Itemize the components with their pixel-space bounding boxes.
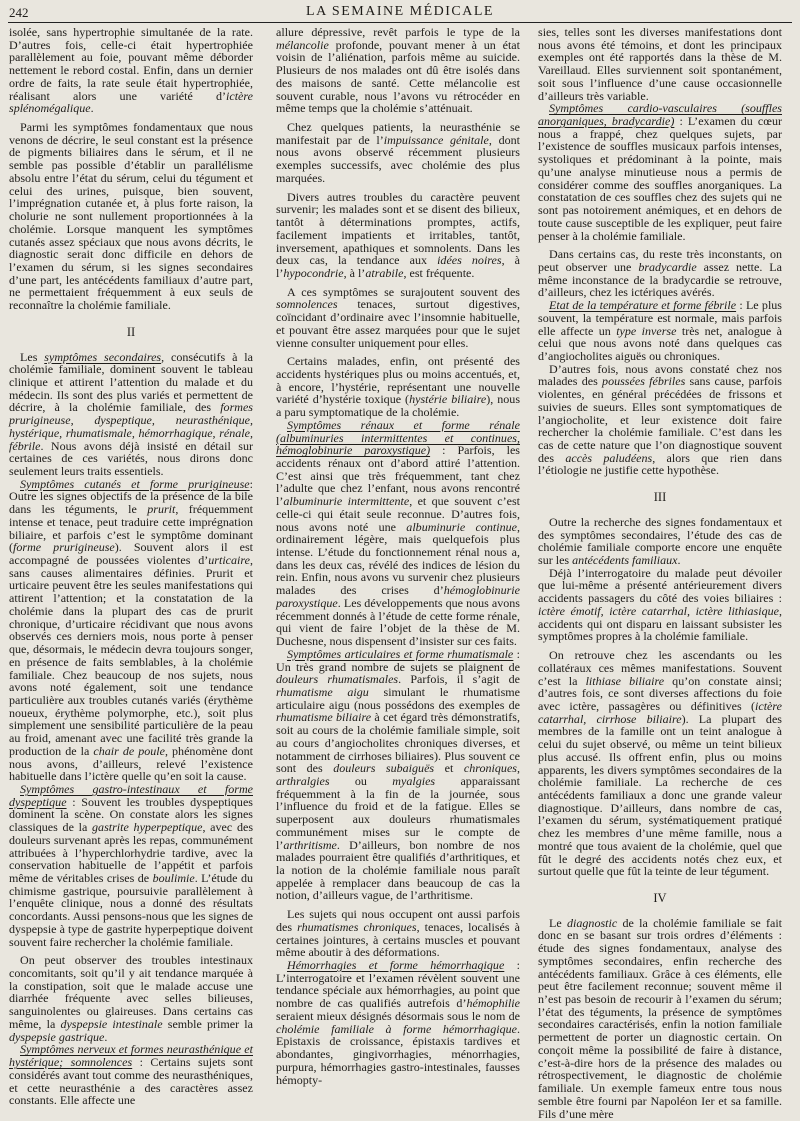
- paragraph: Symptômes nerveux et formes neurasthénique et hystérique; somnolences : Certains sujets sont considérés avant tout comme des neurasthéniques, et cette neurasthénie a des caractères assez constants. Elle affecte une: [9, 1042, 253, 1108]
- paragraph: Les sujets qui nous occupent ont aussi parfois des rhumatismes chroniques, tenaces, localisés à certaines jointures, à certains muscles et pouvant même aboutir à des déformations.: [276, 907, 520, 960]
- paragraph: A ces symptômes se surajoutent souvent des somnolences tenaces, surtout digestives, coïncidant d’ordinaire avec l’insomnie habituelle, et pouvant être assez marquées pour que le sujet vienne consulter uniquement pour elles.: [276, 284, 520, 350]
- section-heading-ii: II: [126, 324, 136, 339]
- paragraph: Dans certains cas, du reste très inconstants, on peut observer une bradycardie assez nette. La même inconstance de la bradycardie se retrouve, d’ailleurs, chez les ictériques avérés.: [538, 247, 782, 300]
- paragraph: Hémorrhagies et forme hémorrhagique : L’interrogatoire et l’examen révèlent souvent une tendance spéciale aux hémorrhagies, au point que nombre de cas qualifiés autrefois d’hémophilie seraient mieux désignés désormais sous le nom de cholémie familiale à forme hémorrhagique. Epistaxis de croissance, épistaxis tardives et abondantes, gingivorrhagies, ménorrhagies, purpura, hémorrhagies gastro-intestinales, fausses hémopty-: [276, 958, 521, 1087]
- paragraph: Etat de la température et forme fébrile : Le plus souvent, la température est normale, mais parfois elle affecte un type inverse très net, analogue à celui que nous avons noté dans quelques cas d’angiocholites aiguës ou chroniques.: [538, 298, 783, 363]
- page-header: [0, 0, 800, 24]
- paragraph: Outre la recherche des signes fondamentaux et des symptômes secondaires, l’étude des cas de cholémie familiale comporte encore une enquête sur les antécédents familiaux.: [538, 514, 782, 568]
- paragraph: Déjà l’interrogatoire du malade peut dévoiler que lui-même a présenté antérieurement divers accidents passagers du côté des voies biliaires : ictère émotif, ictère catarrhal, ictère lithiasique, accidents qui ont disparu en laissant subsister les symptômes propres à la cholémie familiale.: [538, 565, 782, 644]
- paragraph: Symptômes gastro-intestinaux et forme dyspeptique : Souvent les troubles dyspeptiques dominent la scène. On constate alors les signes classiques de la gastrite hyperpeptique, avec des douleurs survenant après les repas, communément attribuées à l’hyperchlorhydrie tardive, avec la conservation habituelle de l’appétit et parfois même de véritables crises de boulimie. L’étude du chimisme gastrique, poursuivie parallèlement à l’enquête clinique, nous a donné des résultats concordants. Aussi pensons-nous que les signes de dyspepsie à type de gastrite hyperpeptique doivent souvent faire rechercher la cholémie familiale.: [9, 781, 254, 949]
- column-middle: [276, 25, 521, 1087]
- section-heading-iii: III: [653, 490, 667, 505]
- section-heading-iv: IV: [653, 891, 667, 905]
- paragraph: Les symptômes secondaires, consécutifs à la cholémie familiale, dominent souvent le tableau clinique et attirent l’attention du malade et du médecin. Ils sont des plus variés et permettent de décrire, à la cholémie familiale, des formes prurigineuse, dyspeptique, neurasthénique, hystérique, rhumatismale, hémorrhagique, rénale, fébrile. Nous avons déjà insisté en détail sur certaines de ces variétés, nous dirons donc seulement leurs traits essentiels.: [9, 349, 254, 478]
- paragraph: Symptômes cardio-vasculaires (souffles anorganiques, bradycardie) : L’examen du cœur nous a frappé, chez quelques sujets, par l’existence de souffles musicaux parfois intenses, systoliques et prédominant à la pointe, mais qu’une analyse minutieuse nous a permis de considérer comme des souffles anorganiques. La constatation de ces souffles chez des sujets qui ne sont pas notoirement anémiques, et en dehors de toute cause susceptible de les expliquer, peut faire penser à la cholémie familiale.: [538, 101, 782, 243]
- page-number: 242: [9, 5, 29, 20]
- column-left: [9, 25, 254, 1108]
- paragraph: isolée, sans hypertrophie simultanée de la rate. D’autres fois, celle-ci était hypertrophiée parallèlement au foie, pouvant même déborder nettement le rebord costal. Enfin, dans un dernier ordre de faits, la rate seule était hypertrophiée, réalisant alors une variété d’ictère splénomégalique.: [9, 25, 253, 116]
- paragraph: Parmi les symptômes fondamentaux que nous venons de décrire, le seul constant est la présence de pigments biliaires dans le sérum, et il ne semble pas possible d’établir un parallélisme absolu entre l’état du sérum, celui du tégument et celui des urines, puisque, bien souvent, l’imprégnation cutanée et, à plus forte raison, la cholurie ne sont nullement proportionnées à la cholémie. Lorsque manquent les symptômes cutanés assez spéciaux que nous avons décrits, le diagnostic serait donc difficile en dehors de l’examen du sérum, si les signes secondaires d’une part, les antécédents familiaux d’autre part, ne permettaient fréquemment à eux seuls de reconnaître la cholémie familiale.: [9, 120, 253, 313]
- journal-title: LA SEMAINE MÉDICALE: [306, 4, 494, 19]
- paragraph: Symptômes rénaux et forme rénale (albuminuries intermittentes et continues, hémoglobinurie paroxystique) : Parfois, les accidents rénaux ont d’abord attiré l’attention. C’est ainsi que très fréquemment, tant chez l’adulte que chez l’enfant, nous avons rencontré l’albuminurie intermittente, et que souvent c’est celle-ci qui était seule reconnue. D’autres fois, nous avons noté une albuminurie continue, ordinairement légère, mais quelquefois plus intense. L’étude du fonctionnement rénal nous a, dans les deux cas, révélé des indices de lésion du rein. Enfin, nous avons vu survenir chez plusieurs malades des crises d’hémoglobinurie paroxystique. Les développements que nous avons récemment donnés à l’étude de cette forme rénale, qui vient de faire l’objet de la thèse de M. Duchesne, nous dispensent d’insister sur ces faits.: [276, 417, 521, 649]
- paragraph: Le diagnostic de la cholémie familiale se fait donc en se basant sur trois ordres d’éléments : étude des signes fondamentaux, analyse des symptômes secondaires, enfin recherche des antécédents familiaux. Grâce à ces éléments, elle peut être facilement reconnue; souvent même il n’est pas besoin de recourir à l’examen du sérum; l’état des téguments, la présence de symptômes secondaires caractérisés, enfin la notion familiale permettent de porter un diagnostic certain. On conçoit même la possibilité de faire à distance, c’est-à-dire hors de la présence des malades ou rétrospectivement, le diagnostic de cholémie familiale. Un exemple fameux entre tous nous semble être fourni par Napoléon Ier et sa famille. Fils d’une mère: [538, 915, 783, 1121]
- paragraph: D’autres fois, nous avons constaté chez nos malades des poussées fébriles sans cause, parfois violentes, en général précédées de frissons et suivies de sueurs. Elles sont symptomatiques de l’angiocholite, et leur existence doit faire rechercher la cholémie familiale. C’est dans les cas de cette nature que l’on diagnostique souvent des accès paludéens, alors que rien dans l’étiologie ne justifie cette hypothèse.: [538, 361, 782, 478]
- paragraph: sies, telles sont les diverses manifestations dont nous avons été témoins, et dont les principaux exemples ont été rapportés dans la thèse de M. Vareillaud. Elles surviennent soit spontanément, soit sous l’influence d’une cause occasionnelle d’ailleurs très variable.: [538, 25, 782, 103]
- paragraph: On peut observer des troubles intestinaux concomitants, soit qu’il y ait tendance marquée à la constipation, soit que le malade accuse une diarrhée fréquente avec selles bilieuses, sanguinolentes ou glaireuses. Dans certains cas même, la dyspepsie intestinale semble primer la dyspepsie gastrique.: [9, 953, 253, 1044]
- paragraph: Symptômes articulaires et forme rhumatismale : Un très grand nombre de sujets se plaignent de douleurs rhumatismales. Parfois, il s’agit de rhumatisme aigu simulant le rhumatisme articulaire aigu (nous possédons des exemples de rhumatisme biliaire à cet égard très démonstratifs, soit au cours de la cholémie familiale simple, soit au cours d’angiocholites chroniques diverses, et notamment de cirrhoses biliaires). Plus souvent ce sont des douleurs subaiguës et chroniques, arthralgies ou myalgies apparaissant fréquemment à la fin de la journée, sous l’influence du froid et de la fatigue. Elles se superposent aux douleurs rhumatismales communément mises sur le compte de l’arthritisme. D’ailleurs, bon nombre de nos malades pourraient être qualifiés d’arthritiques, et la notion de la cholémie familiale nous paraît appelée à remplacer dans beaucoup de cas la notion, d’ailleurs vague, de l’arthritisme.: [276, 646, 521, 903]
- paragraph: Symptômes cutanés et forme prurigineuse: Outre les signes objectifs de la présence de la bile dans les téguments, le prurit, fréquemment intense et tenace, peut traduire cette imprégnation biliaire, et parfois c’est le symptôme dominant (forme prurigineuse). Souvent alors il est accompagné de poussées violentes d’urticaire, sans causes alimentaires définies. Prurit et urticaire peuvent être les seules manifestations qui attirent l’attention; et la constatation de la cholémie dans la plupart des cas de prurit chronique, d’urticaire récidivant que nous avons observés ces derniers mois, nous porte à penser que, désormais, le médecin devra toujours songer, en présence de faits semblables, à la cholémie familiale. Chez beaucoup de nos sujets, nous avons noté également, soit une tendance particulière aux troubles cutanés variés (érythème noueux, érythème polymorphe, etc.), soit plus simplement une sensibilité particulière de la peau au froid, amenant avec une facilité très grande la production de la chair de poule, phénomène dont nous avons, d’ailleurs, relevé l’existence habituelle dans l’ictère quelle qu’en soit la cause.: [9, 476, 254, 784]
- paragraph: Chez quelques patients, la neurasthénie se manifestait par de l’impuissance génitale, dont nous avons observé récemment plusieurs exemples successifs, avec cholémie des plus marquées.: [276, 120, 520, 185]
- paragraph: Certains malades, enfin, ont présenté des accidents hystériques plus ou moins accentués, et, à encore, l’hystérie, représentant une nouvelle variété d’hystérie toxique (hystérie biliaire), nous a paru symptomatique de la cholémie.: [276, 354, 521, 420]
- paragraph: Divers autres troubles du caractère peuvent survenir; les malades sont et se disent des bilieux, tantôt à déterminations promptes, actifs, facilement impatients et irritables, tantôt, inversement, apathiques et somnolents. Dans les deux cas, la tendance aux idées noires, à l’hypocondrie, à l’atrabile, est fréquente.: [276, 189, 521, 280]
- column-right: [538, 25, 783, 1121]
- paragraph: On retrouve chez les ascendants ou les collatéraux ces mêmes manifestations. Souvent c’est la lithiase biliaire qu’on constate ainsi; d’autres fois, ce sont diverses affections du foie avec ictère, passagères ou définitives (ictère catarrhal, cirrhose biliaire). La plupart des membres de la famille ont un teint analogue à celui du sujet observé, ou même un teint bilieux plus accusé. Ils offrent enfin, plus ou moins apparents, les divers symptômes secondaires de la cholémie familiale. La recherche de ces antécédents familiaux a donc une grande valeur diagnostique. D’ailleurs, dans nombre de cas, l’examen du sérum, systématiquement pratiqué chez les membres d’une même famille, nous a montré que tous avaient de la cholémie, quel que fût le degré des accidents notés chez eux, et surtout quelle que fût la teinte de leur tégument.: [538, 648, 782, 879]
- paragraph: allure dépressive, revêt parfois le type de la mélancolie profonde, pouvant mener à un état voisin de l’aliénation, parfois même au suicide. Plusieurs de nos malades ont dû être isolés dans des maisons de santé. Cette mélancolie est souvent curable, nous l’avons vu rétrocéder en même temps que la cholémie s’atténuait.: [276, 25, 520, 116]
- header-rule: [8, 22, 792, 23]
